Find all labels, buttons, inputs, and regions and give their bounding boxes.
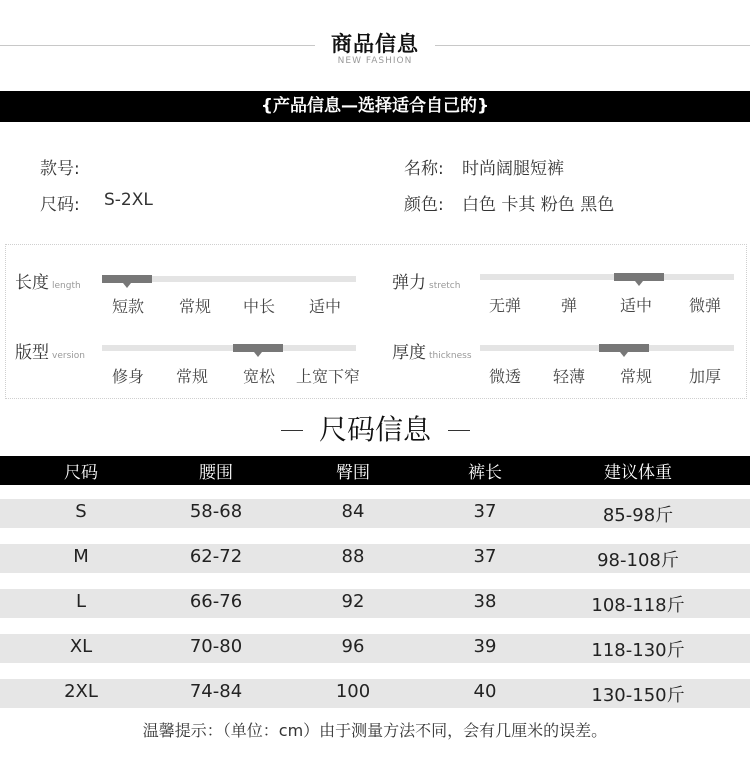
table-cell: 39 bbox=[473, 636, 497, 657]
table-cell: 37 bbox=[473, 546, 497, 567]
stretch-option: 无弹 bbox=[488, 296, 521, 315]
version-marker bbox=[233, 344, 283, 352]
version-label: 版型 version bbox=[15, 343, 85, 363]
version-track bbox=[102, 345, 356, 351]
page-title: 商品信息 bbox=[331, 32, 419, 56]
table-cell: 118-130斤 bbox=[591, 640, 685, 661]
size-range-label: 尺码: bbox=[40, 195, 80, 215]
thickness-option: 轻薄 bbox=[552, 367, 585, 386]
table-cell: 62-72 bbox=[189, 546, 243, 567]
table-cell: 70-80 bbox=[189, 636, 243, 657]
table-cell: 84 bbox=[341, 501, 365, 522]
thickness-option: 微透 bbox=[488, 367, 521, 386]
page-subtitle: NEW FASHION bbox=[337, 56, 413, 66]
length-option: 中长 bbox=[242, 297, 275, 316]
table-cell: 85-98斤 bbox=[602, 505, 674, 526]
table-cell: S bbox=[75, 501, 87, 522]
version-option: 宽松 bbox=[242, 367, 275, 386]
table-cell: 38 bbox=[473, 591, 497, 612]
table-cell: 74-84 bbox=[189, 681, 243, 702]
table-cell: 108-118斤 bbox=[591, 595, 685, 616]
column-header: 腰围 bbox=[199, 463, 233, 483]
length-option: 常规 bbox=[178, 297, 211, 316]
style-no-label: 款号: bbox=[40, 159, 80, 179]
length-option: 短款 bbox=[111, 297, 144, 316]
length-label: 长度 length bbox=[15, 273, 81, 293]
size-table-title: 尺码信息 bbox=[318, 413, 431, 446]
table-cell: 98-108斤 bbox=[597, 550, 679, 571]
table-cell: 88 bbox=[341, 546, 365, 567]
stretch-marker bbox=[614, 273, 664, 281]
color-value: 白色 卡其 粉色 黑色 bbox=[462, 195, 615, 215]
size-title-dash-right bbox=[448, 430, 470, 431]
version-option: 常规 bbox=[175, 367, 208, 386]
version-option: 修身 bbox=[111, 367, 144, 386]
thickness-label: 厚度 thickness bbox=[392, 343, 472, 363]
table-cell: 58-68 bbox=[189, 501, 243, 522]
thickness-marker bbox=[599, 344, 649, 352]
table-cell: 96 bbox=[341, 636, 365, 657]
product-name-label: 名称: bbox=[404, 159, 444, 179]
table-cell: 66-76 bbox=[189, 591, 243, 612]
column-header: 建议体重 bbox=[604, 463, 672, 483]
length-marker bbox=[102, 275, 152, 283]
table-cell: M bbox=[73, 546, 89, 567]
product-info-banner: {产品信息—选择适合自己的} bbox=[0, 91, 750, 122]
stretch-label: 弹力 stretch bbox=[392, 273, 461, 293]
color-label: 颜色: bbox=[404, 195, 444, 215]
table-cell: 37 bbox=[473, 501, 497, 522]
product-name-value: 时尚阔腿短裤 bbox=[462, 159, 564, 179]
column-header: 臀围 bbox=[336, 463, 370, 483]
footnote: 温馨提示：（单位：cm）由于测量方法不同，会有几厘米的误差。 bbox=[142, 721, 608, 740]
stretch-option: 适中 bbox=[619, 296, 652, 315]
column-header: 裤长 bbox=[468, 463, 502, 483]
table-cell: XL bbox=[69, 636, 93, 657]
table-cell: 40 bbox=[473, 681, 497, 702]
stretch-option: 微弹 bbox=[688, 296, 721, 315]
size-range-value: S-2XL bbox=[104, 190, 153, 210]
table-cell: 92 bbox=[341, 591, 365, 612]
version-option: 上宽下窄 bbox=[295, 367, 360, 386]
table-cell: 100 bbox=[335, 681, 371, 702]
thickness-option: 常规 bbox=[619, 367, 652, 386]
table-cell: 2XL bbox=[64, 681, 98, 702]
table-cell: L bbox=[75, 591, 87, 612]
stretch-option: 弹 bbox=[560, 296, 577, 315]
stretch-track bbox=[480, 274, 734, 280]
length-option: 适中 bbox=[308, 297, 341, 316]
table-cell: 130-150斤 bbox=[591, 685, 685, 706]
column-header: 尺码 bbox=[64, 463, 98, 483]
thickness-option: 加厚 bbox=[688, 367, 721, 386]
